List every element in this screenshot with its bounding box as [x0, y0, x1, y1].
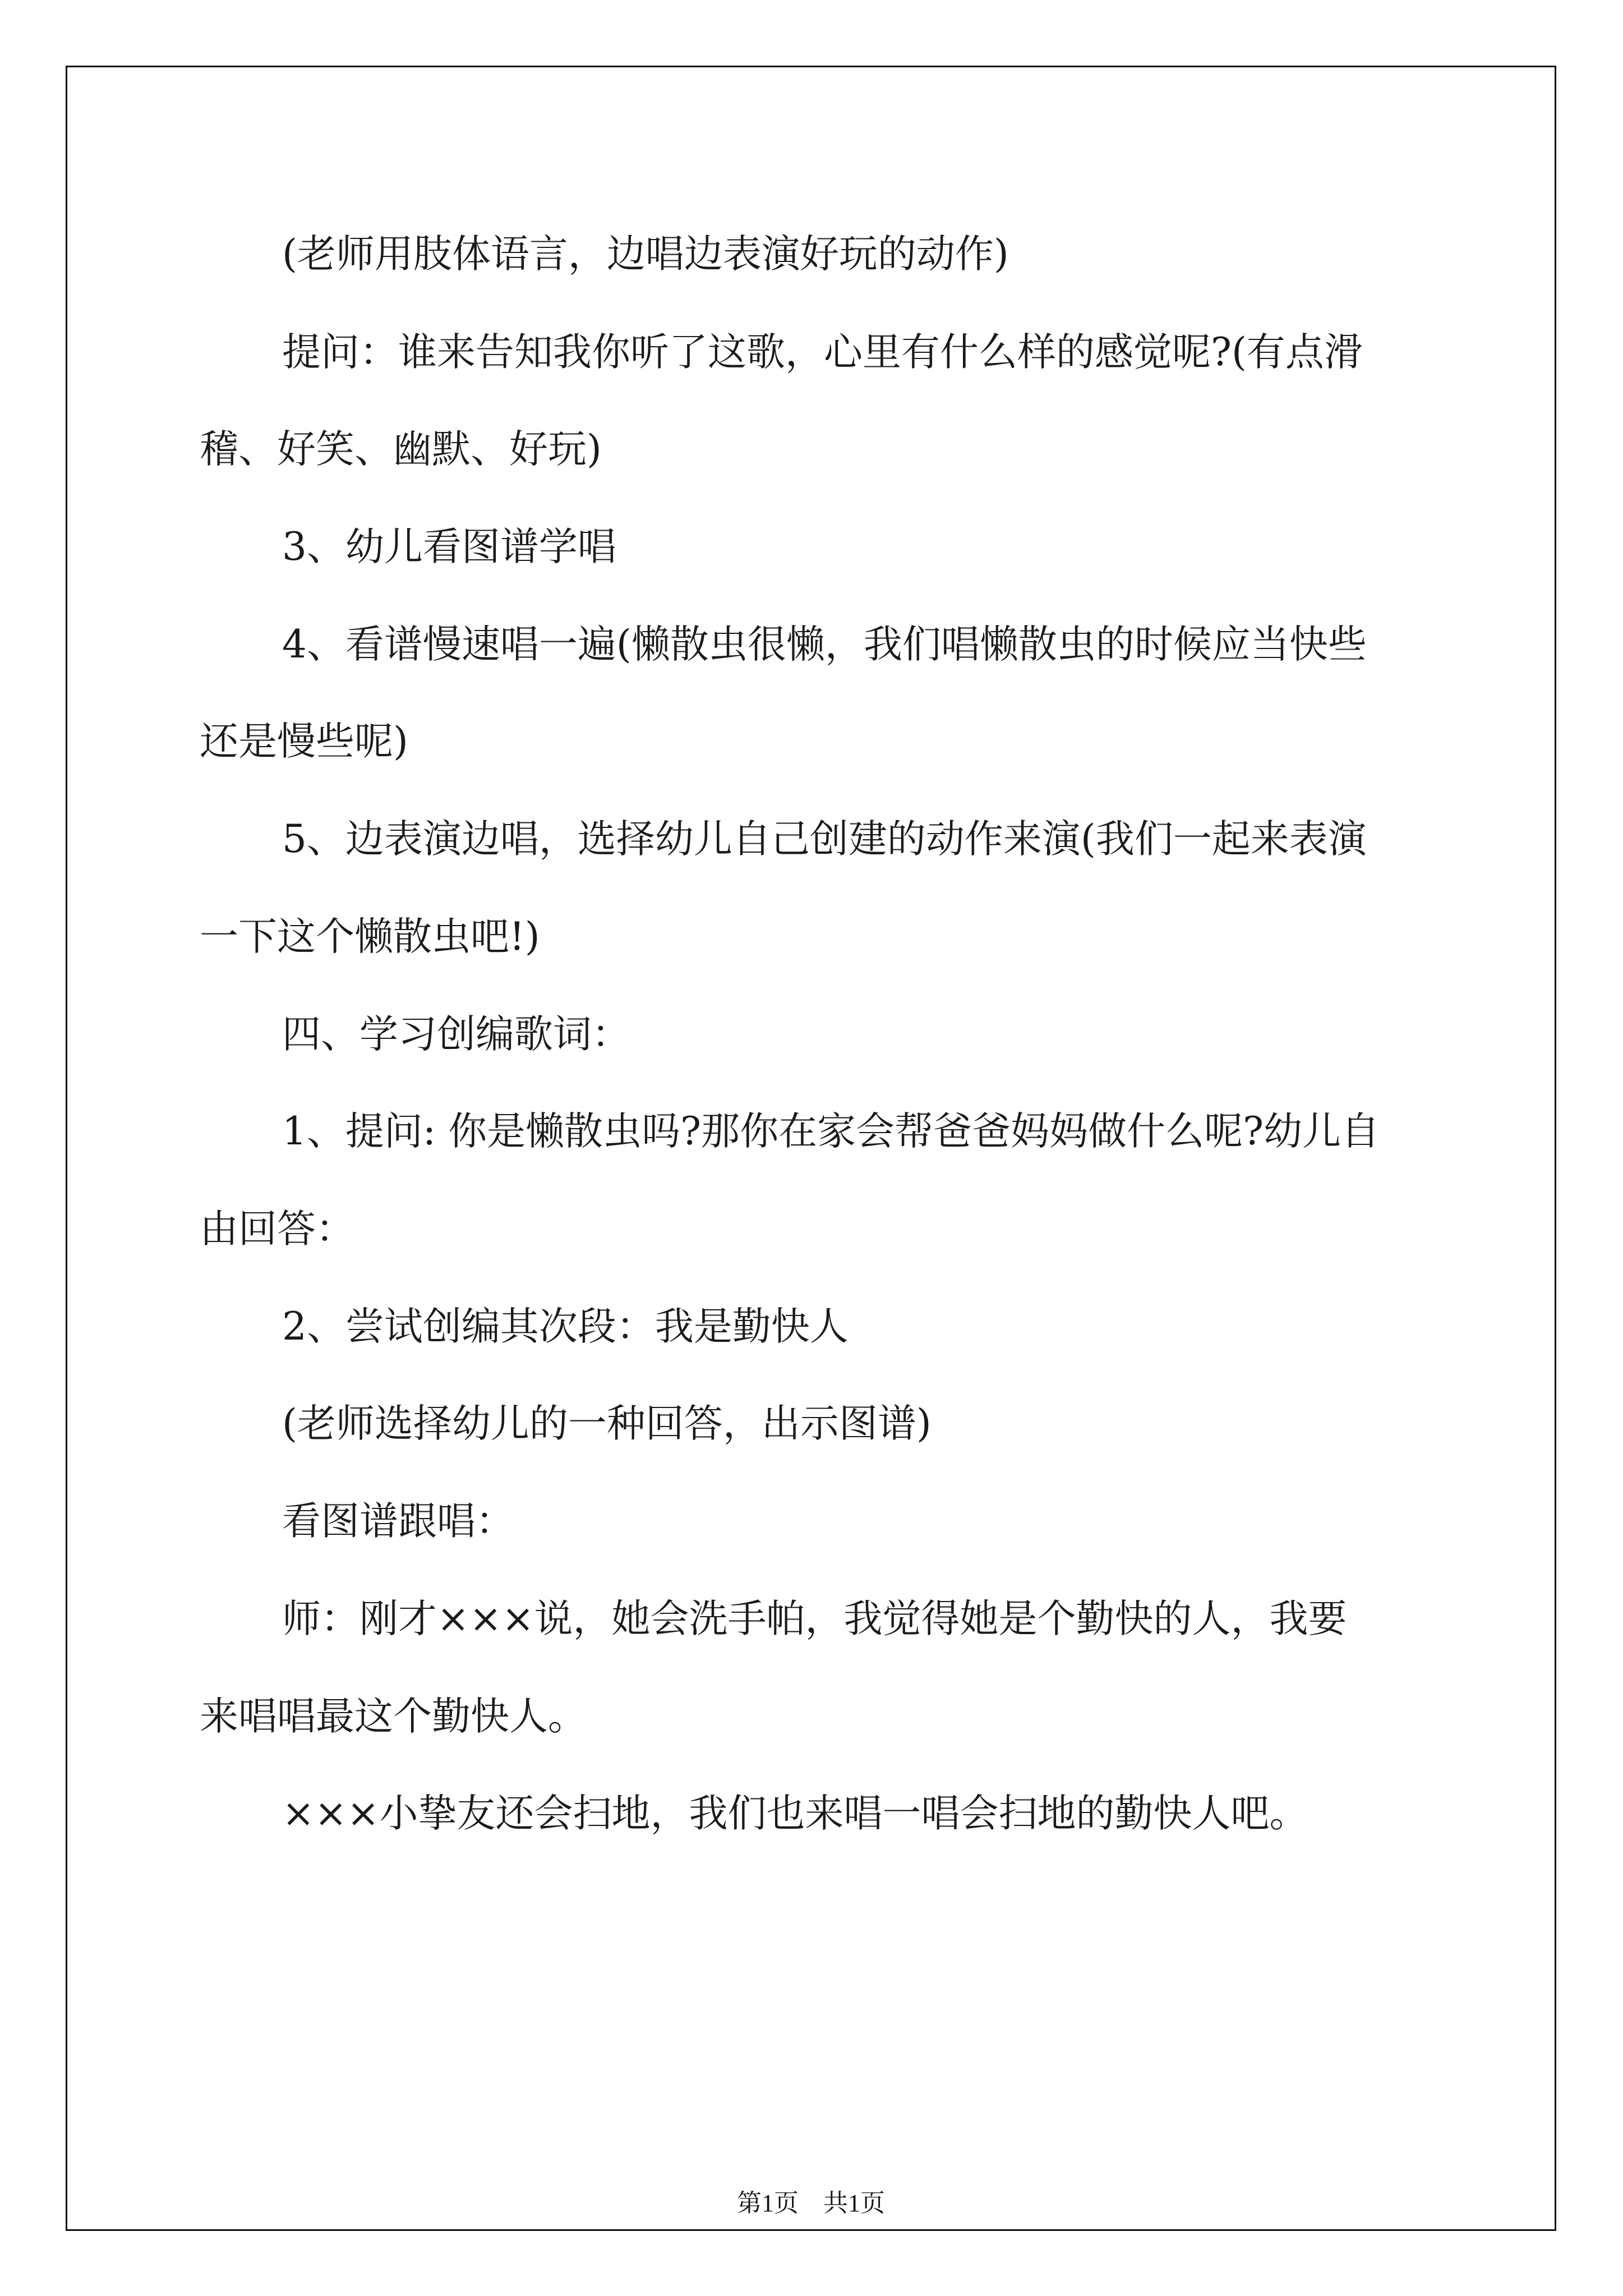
paragraph-line: 师：刚才×××说，她会洗手帕，我觉得她是个勤快的人，我要 [282, 1596, 1347, 1641]
paragraph-line: 来唱唱最这个勤快人。 [200, 1694, 587, 1739]
paragraph-line: (老师用肢体语言，边唱边表演好玩的动作) [282, 232, 1009, 277]
paragraph-line: 1、提问: 你是懒散虫吗?那你在家会帮爸爸妈妈做什么呢?幼儿自 [282, 1109, 1380, 1154]
paragraph-line: 由回答： [200, 1207, 354, 1251]
paragraph-line: 2、尝试创编其次段：我是勤快人 [282, 1304, 849, 1349]
paragraph-line: 提问：谁来告知我你听了这歌，心里有什么样的感觉呢?(有点滑 [282, 330, 1363, 375]
paragraph-line: 看图谱跟唱： [282, 1499, 514, 1544]
paragraph [67, 1791, 1555, 1911]
paragraph-line: 4、看谱慢速唱一遍(懒散虫很懒，我们唱懒散虫的时候应当快些 [282, 622, 1367, 667]
page-number-footer: 第1页 共1页 [737, 2189, 885, 2217]
paragraph-line: 5、边表演边唱，选择幼儿自己创建的动作来演(我们一起来表演 [282, 817, 1367, 862]
paragraph-line: ×××小挚友还会扫地，我们也来唱一唱会扫地的勤快人吧。 [282, 1791, 1308, 1836]
paragraph-line: 一下这个懒散虫吧!) [200, 914, 540, 959]
page-frame [66, 66, 1556, 2231]
paragraph-line: 还是慢些呢) [200, 719, 408, 764]
paragraph-line: 3、幼儿看图谱学唱 [282, 524, 616, 569]
paragraph-line: 四、学习创编歌词： [282, 1012, 630, 1057]
paragraph-line: (老师选择幼儿的一种回答，出示图谱) [282, 1401, 932, 1446]
paragraph-line: 稽、好笑、幽默、好玩) [200, 427, 602, 472]
